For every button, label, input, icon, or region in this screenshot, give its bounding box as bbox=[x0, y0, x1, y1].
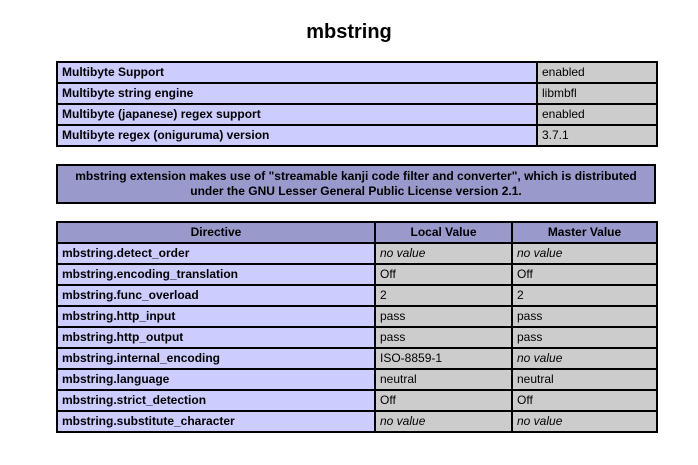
column-header-local-value: Local Value bbox=[375, 222, 512, 243]
info-label: Multibyte regex (oniguruma) version bbox=[57, 125, 537, 146]
local-value: ISO-8859-1 bbox=[375, 348, 512, 369]
local-value: no value bbox=[375, 411, 512, 432]
table-header-row bbox=[57, 222, 657, 243]
master-value: no value bbox=[512, 348, 657, 369]
table-row bbox=[57, 327, 657, 348]
local-value: Off bbox=[375, 390, 512, 411]
master-value: no value bbox=[512, 243, 657, 264]
master-value: Off bbox=[512, 390, 657, 411]
directive-name: mbstring.strict_detection bbox=[57, 390, 375, 411]
master-value: neutral bbox=[512, 369, 657, 390]
module-info-table bbox=[56, 61, 658, 147]
table-row bbox=[57, 62, 657, 83]
directive-name: mbstring.detect_order bbox=[57, 243, 375, 264]
table-row bbox=[57, 104, 657, 125]
table-row bbox=[57, 83, 657, 104]
spacer bbox=[56, 204, 656, 221]
directive-name: mbstring.language bbox=[57, 369, 375, 390]
table-row bbox=[57, 125, 657, 146]
table-row bbox=[57, 369, 657, 390]
info-value: 3.7.1 bbox=[537, 125, 657, 146]
directive-name: mbstring.http_output bbox=[57, 327, 375, 348]
local-value: no value bbox=[375, 243, 512, 264]
info-value: enabled bbox=[537, 104, 657, 125]
table-row bbox=[57, 348, 657, 369]
directive-name: mbstring.http_input bbox=[57, 306, 375, 327]
column-header-directive: Directive bbox=[57, 222, 375, 243]
local-value: neutral bbox=[375, 369, 512, 390]
local-value: pass bbox=[375, 306, 512, 327]
local-value: Off bbox=[375, 264, 512, 285]
table-row bbox=[57, 264, 657, 285]
directive-name: mbstring.internal_encoding bbox=[57, 348, 375, 369]
master-value: Off bbox=[512, 264, 657, 285]
master-value: pass bbox=[512, 306, 657, 327]
info-label: Multibyte Support bbox=[57, 62, 537, 83]
info-label: Multibyte string engine bbox=[57, 83, 537, 104]
table-row bbox=[57, 306, 657, 327]
local-value: 2 bbox=[375, 285, 512, 306]
master-value: pass bbox=[512, 327, 657, 348]
directives-table bbox=[56, 221, 658, 433]
table-row bbox=[57, 390, 657, 411]
table-row bbox=[57, 243, 657, 264]
master-value: no value bbox=[512, 411, 657, 432]
table-row bbox=[57, 411, 657, 432]
directive-name: mbstring.encoding_translation bbox=[57, 264, 375, 285]
table-row bbox=[57, 285, 657, 306]
directive-name: mbstring.substitute_character bbox=[57, 411, 375, 432]
page-title: mbstring bbox=[306, 21, 392, 43]
info-value: libmbfl bbox=[537, 83, 657, 104]
local-value: pass bbox=[375, 327, 512, 348]
content-area bbox=[56, 61, 656, 433]
column-header-master-value: Master Value bbox=[512, 222, 657, 243]
info-label: Multibyte (japanese) regex support bbox=[57, 104, 537, 125]
license-note: mbstring extension makes use of "streamable kanji code filter and converter", which is distributed under the GNU Lesser General Public License version 2.1. bbox=[56, 164, 656, 204]
master-value: 2 bbox=[512, 285, 657, 306]
info-value: enabled bbox=[537, 62, 657, 83]
directive-name: mbstring.func_overload bbox=[57, 285, 375, 306]
